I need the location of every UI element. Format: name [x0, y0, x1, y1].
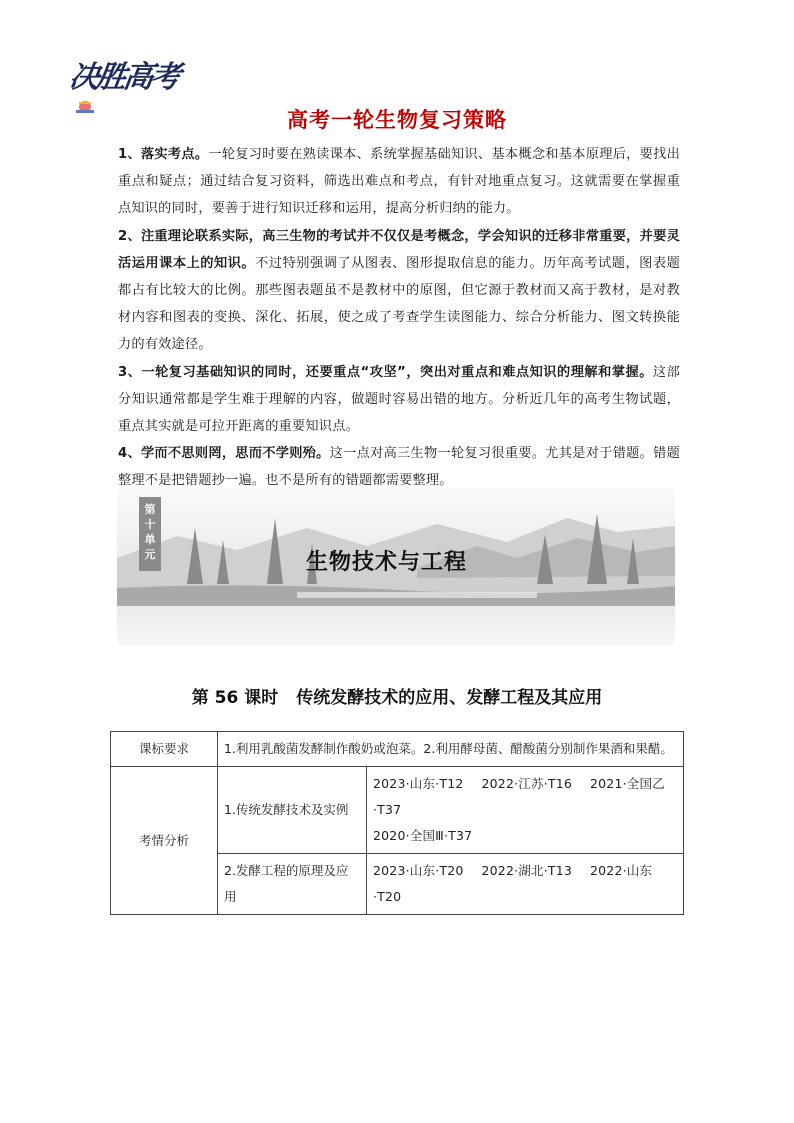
- table-subheader-cell: 1.传统发酵技术及实例: [218, 767, 367, 854]
- exam-reference: 2021·全国乙·T37: [373, 776, 665, 817]
- document-title: 高考一轮生物复习策略: [287, 108, 507, 132]
- banner-shadow: [117, 604, 675, 646]
- exam-reference: 2023·山东·T12: [373, 776, 464, 791]
- exam-reference: 2020·全国Ⅲ·T37: [373, 828, 473, 843]
- strategy-item-4-text: 这一点对高三生物一轮复习很重要。尤其是对于错题。错题整理不是把错题抄一遍。也不是所有的错题都需要整理。: [118, 446, 681, 489]
- strategy-item-2-heading: 2、注重理论联系实际，高三生物的考试并不仅仅是考概念，学会知识的迁移非常重要，并要灵活运用课本上的知识。: [118, 228, 680, 271]
- unit-title: 生物技术与工程: [306, 550, 468, 575]
- lesson-title: [0, 683, 794, 708]
- strategy-item-3-text: 这部分知识通常都是学生难于理解的内容，做题时容易出错的地方。分析近几年的高考生物试题，重点其实就是可拉开距离的重要知识点。: [118, 364, 680, 435]
- strategy-item-2-text: 不过特别强调了从图表、图形提取信息的能力。历年高考试题，图表题都占有比较大的比例。那些图表题虽不是教材中的原图，但它源于教材而又高于教材，是对教材内容和图表的变换、深化、拓展，使之成了考查学生读图能力、综合分析能力、图文转换能力的有效途径。: [118, 255, 680, 353]
- strategy-item-1-text: 一轮复习时要在熟读课本、系统掌握基础知识、基本概念和基本原理后，要找出重点和疑点；通过结合复习资料，筛选出难点和考点，有针对地重点复习。这就需要在掌握重点知识的同时，要善于进行知识迁移和运用，提高分析归纳的能力。: [118, 147, 680, 217]
- table-cell: [367, 854, 684, 915]
- exam-reference: 2022·山东·T20: [373, 863, 653, 904]
- table-row: [111, 767, 684, 854]
- strategy-item-1-heading: 1、落实考点。: [118, 147, 209, 162]
- table-cell: 1.利用乳酸菌发酵制作酸奶或泡菜。2.利用酵母菌、醋酸菌分别制作果酒和果醋。: [218, 732, 684, 767]
- requirements-table: [110, 731, 684, 915]
- strategy-item-3: [118, 359, 680, 441]
- exam-reference: 2022·湖北·T13: [481, 863, 572, 878]
- table-header-cell: 考情分析: [111, 767, 218, 915]
- table-cell: [367, 767, 684, 854]
- exam-reference-line: [373, 823, 677, 849]
- unit-label-char: 元: [144, 548, 156, 561]
- unit-label-char: 单: [144, 533, 156, 546]
- table-header-cell: 课标要求: [111, 732, 218, 767]
- strategy-item-2: [118, 223, 680, 359]
- exam-reference-line: [373, 771, 677, 823]
- unit-label-char: 十: [144, 518, 156, 531]
- unit-label-char: 第: [144, 503, 156, 516]
- lesson-name: 传统发酵技术的应用、发酵工程及其应用: [296, 688, 603, 708]
- strategy-item-4: [118, 440, 680, 494]
- exam-reference: 2022·江苏·T16: [481, 776, 572, 791]
- strategy-item-4-heading: 4、学而不思则罔，思而不学则殆。: [118, 446, 330, 462]
- strategy-item-3-heading: 3、一轮复习基础知识的同时，还要重点“攻坚”，突出对重点和难点知识的理解和掌握。: [118, 364, 653, 380]
- logo-text: 决胜高考: [67, 60, 180, 95]
- table-row: [111, 732, 684, 767]
- strategy-item-1: [118, 141, 680, 223]
- lesson-number: 第 56 课时: [191, 688, 279, 708]
- table-subheader-cell: 2.发酵工程的原理及应用: [218, 854, 367, 915]
- exam-reference: 2023·山东·T20: [373, 863, 464, 878]
- unit-label: [139, 497, 161, 571]
- strategy-section: [118, 141, 680, 495]
